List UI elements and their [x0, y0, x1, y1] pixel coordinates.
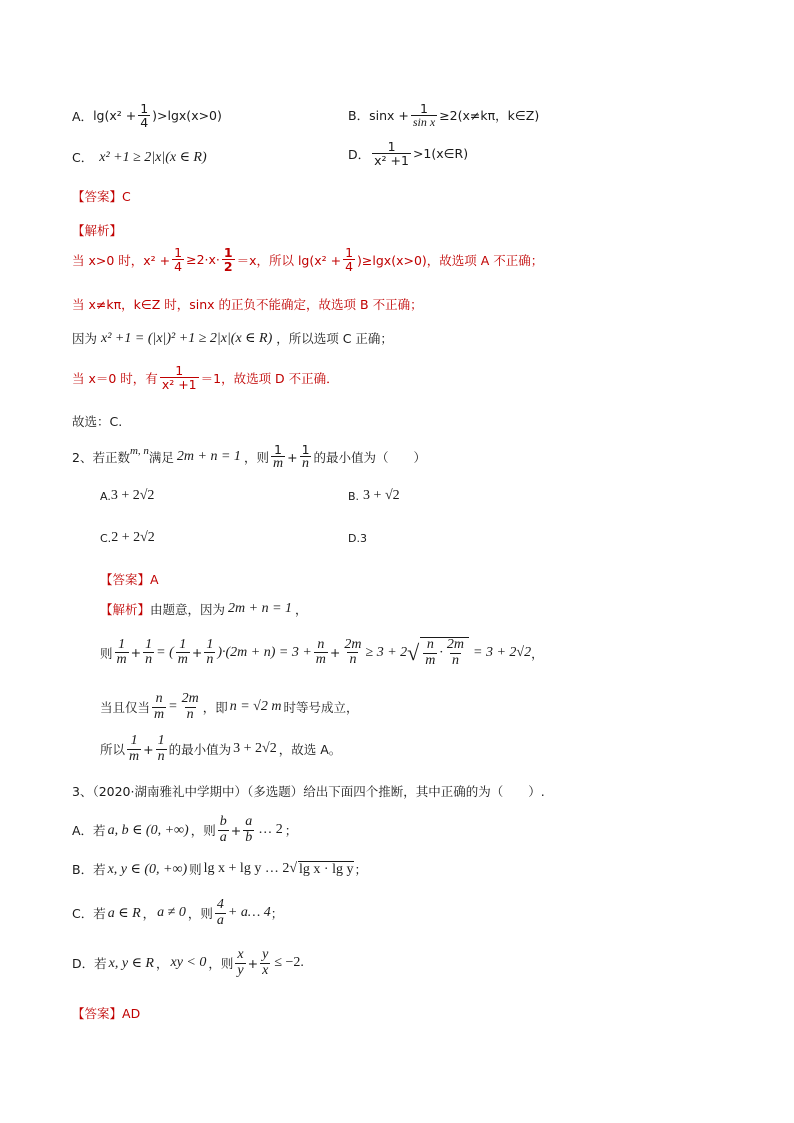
q2-analysis-line-1: 【解析】 由题意，因为 2m + n = 1 ， — [100, 601, 308, 617]
q2-option-b: B. 3 + √2 — [348, 488, 400, 503]
fraction: $\frac{1}{\text{sin x}}$ — [412, 101, 436, 130]
q1-solution-line-1: 当 x>0 时，x² + $\frac{1}{4}$ ≥2·x· $\frac{1}{2}$ ＝x，所以 lg(x² + $\frac{1}{4}$ )≥lgx(x>0)，故选项 A 不正确； — [72, 245, 544, 275]
q1-option-a: A． lg(x² + $\frac{1}{4}$ )>lgx(x>0) — [72, 101, 222, 131]
q1-answer: 【答案】C — [72, 189, 131, 204]
fraction: $\frac{1}{\text{x² +1}}$ — [374, 139, 409, 169]
sqrt-symbol — [289, 861, 297, 877]
q2-analysis-line-2: 则 $\frac{1}{m}$ + $\frac{1}{n}$ = ( $\frac{1}{m}$ + $\frac{1}{n}$ )·(2m + n) = 3 + $\frac{n}{m}$ + $\frac{2m}{n}$ ≥ 3 + 2 √ $\frac{n}{m}$ · $\frac{2m}{n}$ = 3 + 2√2 ， — [100, 637, 544, 668]
q1-option-b: B． sinx + $\frac{1}{\text{sin x}}$ ≥2(x≠kπ，k∈Z) — [348, 101, 540, 130]
q3-answer: 【答案】AD — [72, 1006, 141, 1021]
q1-solution-line-3: 因为 x² +1 = (|x|)² +1 ≥ 2|x|(x ∈ R) ，所以选项 C 正确； — [72, 330, 393, 346]
q1-option-c: C． x² +1 ≥ 2|x|(x ∈ R) — [72, 149, 207, 165]
q2-option-c: C. 2 + 2√2 — [100, 530, 155, 545]
fraction: $\frac{1}{4}$ — [140, 101, 149, 131]
q1-conclusion: 故选：C. — [72, 414, 123, 429]
q2-stem: 2、若正数 m, n 满足 2m + n = 1 ，则 $\frac{1}{m}$ + $\frac{1}{n}$ 的最小值为（ ） — [72, 442, 427, 472]
q1-solution-line-2: 当 x≠kπ，k∈Z 时，sinx 的正负不能确定，故选项 B 不正确； — [72, 297, 423, 312]
q1-analysis-heading: 【解析】 — [72, 223, 123, 238]
q1-option-d: D． $\frac{1}{\text{x² +1}}$ >1(x∈R) — [348, 139, 469, 169]
q2-option-a: A. 3 + 2√2 — [100, 488, 155, 503]
q3-option-c: C．若 a ∈ R ， a ≠ 0 ，则 $\frac{4}{a}$ + a… 4 ； — [72, 897, 284, 928]
q2-answer: 【答案】A — [100, 572, 159, 587]
q3-option-d: D．若 x, y ∈ R ， xy < 0 ，则 $\frac{x}{y}$ + $\frac{y}{x}$ ≤ −2. — [72, 947, 304, 978]
sqrt-symbol — [407, 640, 419, 666]
q2-analysis-line-3: 当且仅当 $\frac{n}{m}$ = $\frac{2m}{n}$ ，即 n = √2 m 时等号成立， — [100, 691, 359, 722]
q2-option-d: D. 3 — [348, 532, 367, 545]
q3-stem: 3、（2020·湖南雅礼中学期中）（多选题）给出下面四个推断，其中正确的为（ ）. — [72, 784, 545, 799]
q3-option-b: B．若 x, y ∈ (0, +∞) 则 lg x + lg y … 2 √ lg x · lg y ； — [72, 860, 367, 878]
q2-analysis-line-4: 所以 $\frac{1}{m}$ + $\frac{1}{n}$ 的最小值为 3 + 2√2 ，故选 A。 — [100, 733, 342, 764]
q1-solution-line-4: 当 x＝0 时，有 $\frac{1}{\text{x² +1}}$ ＝1，故选项 D 不正确． — [72, 363, 339, 393]
q3-option-a: A．若 a, b ∈ (0, +∞) ，则 $\frac{b}{a}$ + $\frac{a}{b}$ … 2 ； — [72, 814, 298, 845]
